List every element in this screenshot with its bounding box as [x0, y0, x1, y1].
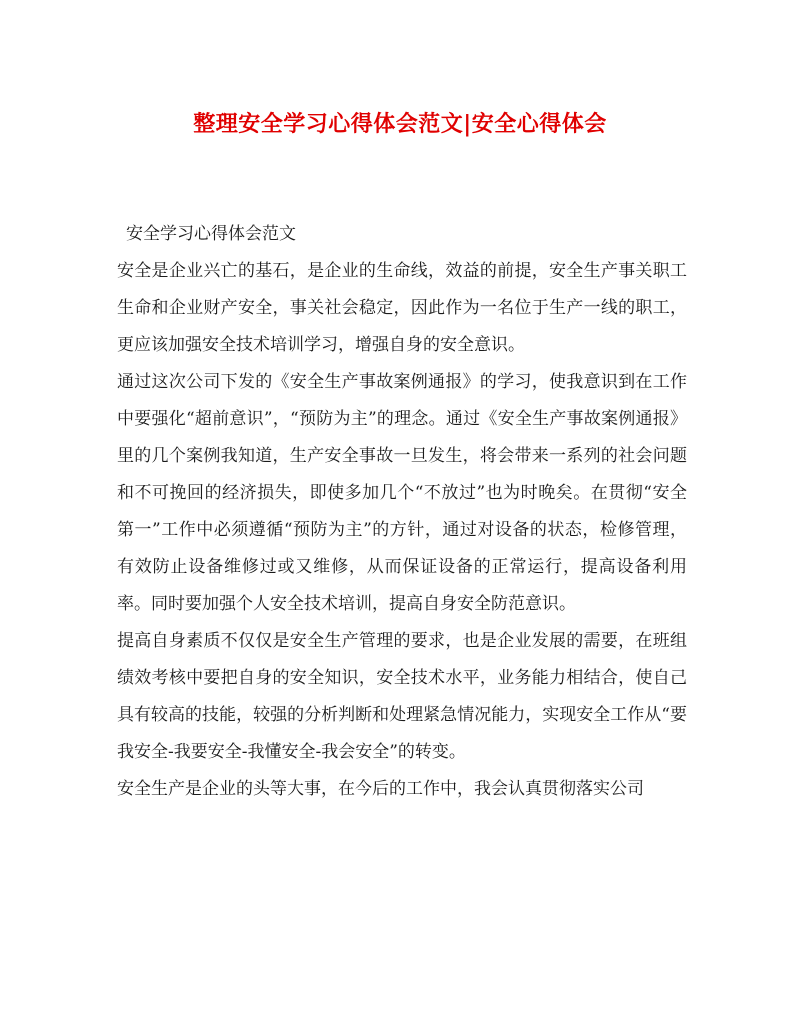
document-title: 整理安全学习心得体会范文|安全心得体会	[193, 111, 607, 137]
paragraph-4: 安全生产是企业的头等大事，在今后的工作中，我会认真贯彻落实公司	[117, 779, 644, 799]
section-subtitle: 安全学习心得体会范文	[126, 224, 296, 244]
paragraph-1: 安全是企业兴亡的基石，是企业的生命线，效益的前提，安全生产事关职工生命和企业财产安全，事关社会稳定，因此作为一名位于生产一线的职工，更应该加强安全技术培训学习，增强自身的安全意识。	[117, 261, 687, 355]
paragraph-3: 提高自身素质不仅仅是安全生产管理的要求，也是企业发展的需要，在班组绩效考核中要把自身的安全知识，安全技术水平，业务能力相结合，使自己具有较高的技能，较强的分析判断和处理紧急情况能力，实现安全工作从“要我安全-我要安全-我懂安全-我会安全”的转变。	[117, 631, 687, 762]
paragraph-2: 通过这次公司下发的《安全生产事故案例通报》的学习，使我意识到在工作中要强化“超前意识”，“预防为主”的理念。通过《安全生产事故案例通报》里的几个案例我知道，生产安全事故一旦发生，将会带来一系列的社会问题和不可挽回的经济损失，即使多加几个“不放过”也为时晚矣。在贯彻“安全第一”工作中必须遵循“预防为主”的方针，通过对设备的状态，检修管理，有效防止设备维修过或又维修，从而保证设备的正常运行，提高设备利用率。同时要加强个人安全技术培训，提高自身安全防范意识。	[117, 372, 687, 614]
document-body	[117, 216, 687, 808]
